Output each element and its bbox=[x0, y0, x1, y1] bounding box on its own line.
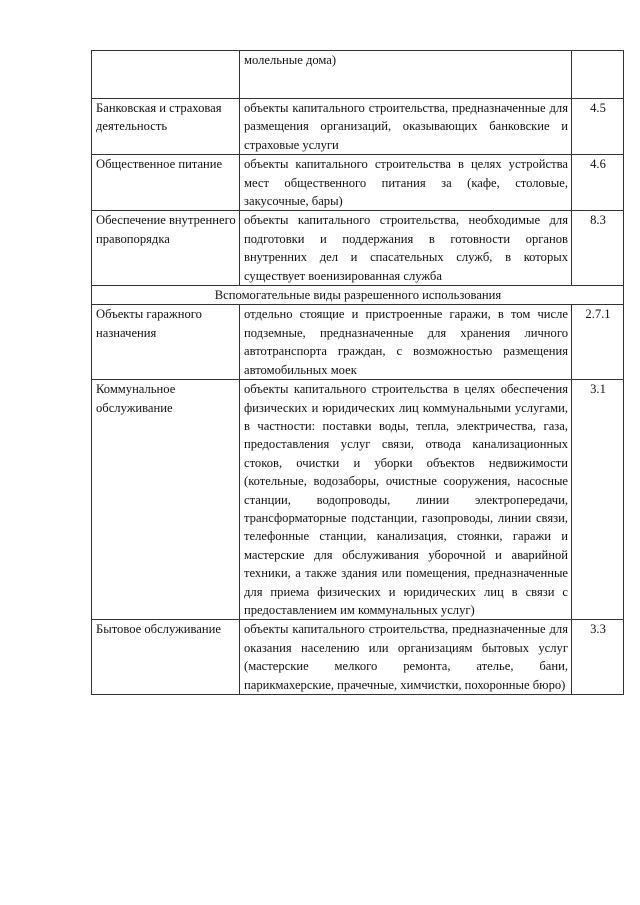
use-description-cell: объекты капитального строительства, предназначенные для размещения организаций, оказывающих банковские и страховые услуги bbox=[240, 99, 572, 155]
use-code-cell bbox=[572, 51, 624, 99]
use-description-cell: молельные дома) bbox=[240, 51, 572, 99]
use-code-cell: 3.1 bbox=[572, 380, 624, 620]
use-description-cell: объекты капитального строительства в целях обеспечения физических и юридических лиц коммунальными услугами, в частности: поставки воды, тепла, электричества, газа, предоставления услуг связи, отвода канализационных стоков, очистки и уборки объектов недвижимости (котельные, водозаборы, очистные сооружения, насосные станции, водопроводы, линии электропередачи, трансформаторные подстанции, газопроводы, линии связи, телефонные станции, канализация, стоянки, гаражи и мастерские для обслуживания уборочной и аварийной техники, а также здания или помещения, предназначенные для приема физических и юридических лиц в связи с предоставлением им коммунальных услуг) bbox=[240, 380, 572, 620]
table-row bbox=[92, 51, 624, 99]
use-code-cell: 4.5 bbox=[572, 99, 624, 155]
use-code-cell: 4.6 bbox=[572, 155, 624, 211]
use-name-cell: Объекты гаражного назначения bbox=[92, 305, 240, 380]
table-row bbox=[92, 380, 624, 620]
table-row bbox=[92, 99, 624, 155]
land-use-table bbox=[91, 50, 624, 695]
use-code-cell: 2.7.1 bbox=[572, 305, 624, 380]
use-description-cell: объекты капитального строительства, предназначенные для оказания населению или организациям бытовых услуг (мастерские мелкого ремонта, ателье, бани, парикмахерские, прачечные, химчистки, похоронные бюро) bbox=[240, 620, 572, 695]
use-name-cell: Банковская и страховая деятельность bbox=[92, 99, 240, 155]
table-row bbox=[92, 305, 624, 380]
use-name-cell: Коммунальное обслуживание bbox=[92, 380, 240, 620]
table-row bbox=[92, 155, 624, 211]
use-name-cell bbox=[92, 51, 240, 99]
use-name-cell: Общественное питание bbox=[92, 155, 240, 211]
use-name-cell: Обеспечение внутреннего правопорядка bbox=[92, 211, 240, 286]
use-description-cell: объекты капитального строительства, необходимые для подготовки и поддержания в готовности органов внутренних дел и спасательных служб, в которых существует военизированная служба bbox=[240, 211, 572, 286]
use-code-cell: 3.3 bbox=[572, 620, 624, 695]
use-description-cell: объекты капитального строительства в целях устройства мест общественного питания за (кафе, столовые, закусочные, бары) bbox=[240, 155, 572, 211]
section-heading: Вспомогательные виды разрешенного использования bbox=[92, 286, 624, 305]
use-description-cell: отдельно стоящие и пристроенные гаражи, в том числе подземные, предназначенные для хранения личного автотранспорта граждан, с возможностью размещения автомобильных моек bbox=[240, 305, 572, 380]
table-row bbox=[92, 211, 624, 286]
use-name-cell: Бытовое обслуживание bbox=[92, 620, 240, 695]
section-heading-row bbox=[92, 286, 624, 305]
use-code-cell: 8.3 bbox=[572, 211, 624, 286]
table-row bbox=[92, 620, 624, 695]
document-page bbox=[91, 50, 623, 695]
